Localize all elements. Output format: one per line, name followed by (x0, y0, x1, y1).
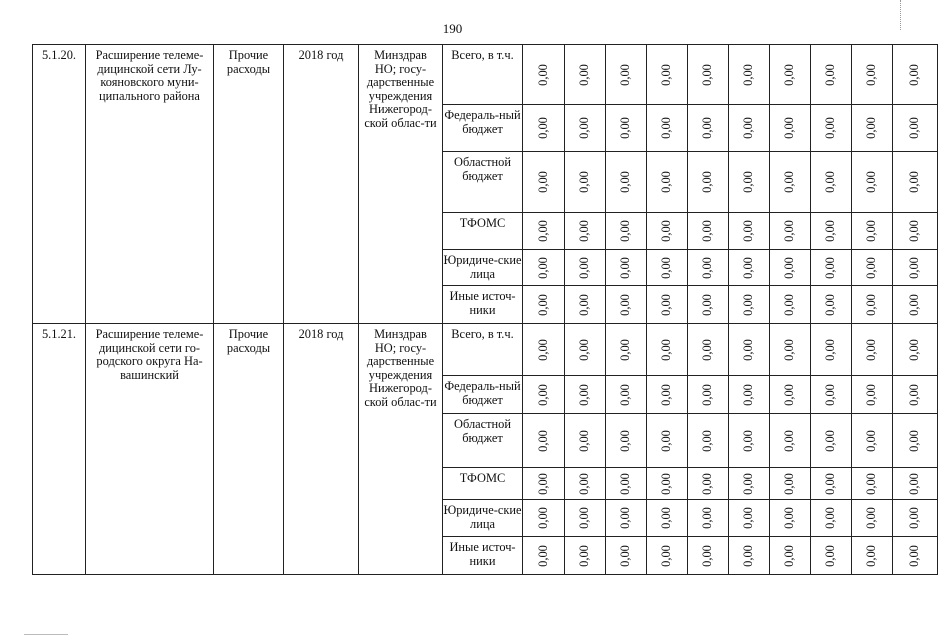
funding-source-label: ТФОМС (443, 468, 523, 500)
amount-cell (770, 537, 811, 575)
amount-cell (729, 213, 770, 250)
amount-cell (523, 152, 565, 213)
amount-value: 0,00 (618, 544, 633, 567)
amount-value: 0,00 (907, 220, 922, 242)
amount-cell (893, 105, 938, 152)
amount-cell (606, 213, 647, 250)
amount-value: 0,00 (577, 171, 592, 193)
amount-cell (606, 286, 647, 324)
amount-cell (729, 468, 770, 500)
amount-cell (811, 324, 852, 376)
amount-value: 0,00 (864, 293, 879, 316)
amount-value: 0,00 (782, 544, 797, 567)
amount-cell (688, 250, 729, 286)
amount-value: 0,00 (782, 63, 797, 86)
budget-table (32, 44, 938, 575)
funding-source-label: Федераль-ный бюджет (443, 105, 523, 152)
amount-value: 0,00 (782, 256, 797, 279)
amount-cell (852, 152, 893, 213)
amount-value: 0,00 (618, 507, 633, 529)
amount-value: 0,00 (741, 117, 756, 139)
amount-cell (688, 500, 729, 537)
amount-cell (606, 250, 647, 286)
amount-cell (647, 324, 688, 376)
amount-value: 0,00 (907, 429, 922, 452)
amount-cell (729, 152, 770, 213)
amount-cell (606, 537, 647, 575)
amount-value: 0,00 (864, 63, 879, 86)
amount-cell (688, 286, 729, 324)
amount-value: 0,00 (741, 256, 756, 279)
amount-cell (770, 286, 811, 324)
amount-value: 0,00 (741, 429, 756, 452)
amount-cell (770, 468, 811, 500)
amount-value: 0,00 (659, 117, 674, 139)
amount-cell (852, 376, 893, 414)
amount-cell (647, 152, 688, 213)
amount-cell (893, 376, 938, 414)
amount-cell (523, 376, 565, 414)
funding-source-label: Областной бюджет (443, 414, 523, 468)
amount-value: 0,00 (864, 383, 879, 406)
amount-value: 0,00 (618, 117, 633, 139)
amount-value: 0,00 (535, 507, 550, 529)
item-year: 2018 год (284, 324, 359, 575)
amount-cell (893, 152, 938, 213)
funding-source-label: Иные источ-ники (443, 537, 523, 575)
amount-cell (688, 376, 729, 414)
item-number: 5.1.20. (33, 45, 86, 324)
amount-cell (893, 45, 938, 105)
amount-value: 0,00 (741, 338, 756, 361)
amount-cell (811, 468, 852, 500)
amount-value: 0,00 (782, 507, 797, 529)
amount-cell (770, 213, 811, 250)
amount-cell (565, 468, 606, 500)
table-body (33, 45, 938, 575)
amount-cell (811, 250, 852, 286)
amount-value: 0,00 (864, 256, 879, 279)
amount-cell (523, 45, 565, 105)
amount-value: 0,00 (864, 117, 879, 139)
amount-cell (729, 105, 770, 152)
amount-cell (647, 414, 688, 468)
amount-value: 0,00 (782, 472, 797, 495)
amount-cell (852, 414, 893, 468)
amount-value: 0,00 (907, 338, 922, 361)
amount-value: 0,00 (659, 383, 674, 406)
amount-value: 0,00 (907, 171, 922, 193)
amount-cell (647, 468, 688, 500)
page-number: 190 (442, 21, 463, 36)
amount-cell (893, 414, 938, 468)
amount-cell (688, 537, 729, 575)
amount-value: 0,00 (700, 507, 715, 529)
amount-value: 0,00 (535, 338, 550, 361)
amount-value: 0,00 (535, 256, 550, 279)
amount-cell (852, 500, 893, 537)
amount-cell (852, 324, 893, 376)
amount-value: 0,00 (864, 472, 879, 495)
amount-value: 0,00 (659, 544, 674, 567)
bottom-marks (24, 634, 68, 637)
amount-value: 0,00 (864, 507, 879, 529)
table-row (33, 324, 938, 376)
item-name: Расширение телеме-дицинской сети Лу-кояновского муни-ципального района (86, 45, 214, 324)
funding-source-label: Федераль-ный бюджет (443, 376, 523, 414)
amount-value: 0,00 (659, 220, 674, 242)
funding-source-label: Всего, в т.ч. (443, 45, 523, 105)
item-executor: Минздрав НО; госу-дарственные учреждения Нижегород-ской облас-ти (359, 324, 443, 575)
amount-value: 0,00 (864, 429, 879, 452)
amount-cell (565, 105, 606, 152)
amount-value: 0,00 (577, 293, 592, 316)
amount-value: 0,00 (782, 383, 797, 406)
amount-value: 0,00 (700, 63, 715, 86)
amount-cell (852, 286, 893, 324)
amount-cell (893, 500, 938, 537)
amount-cell (729, 45, 770, 105)
amount-value: 0,00 (700, 117, 715, 139)
amount-cell (852, 213, 893, 250)
amount-value: 0,00 (618, 171, 633, 193)
funding-source-label: Всего, в т.ч. (443, 324, 523, 376)
amount-value: 0,00 (823, 383, 838, 406)
amount-cell (893, 213, 938, 250)
amount-cell (647, 500, 688, 537)
amount-value: 0,00 (823, 293, 838, 316)
amount-value: 0,00 (741, 63, 756, 86)
amount-value: 0,00 (907, 117, 922, 139)
amount-cell (770, 324, 811, 376)
funding-source-label: Иные источ-ники (443, 286, 523, 324)
amount-value: 0,00 (618, 293, 633, 316)
amount-value: 0,00 (618, 472, 633, 495)
amount-value: 0,00 (823, 338, 838, 361)
amount-cell (688, 213, 729, 250)
amount-value: 0,00 (823, 507, 838, 529)
amount-value: 0,00 (741, 472, 756, 495)
amount-value: 0,00 (659, 256, 674, 279)
amount-cell (523, 105, 565, 152)
amount-value: 0,00 (535, 63, 550, 86)
amount-value: 0,00 (741, 171, 756, 193)
amount-cell (852, 105, 893, 152)
amount-cell (852, 537, 893, 575)
amount-value: 0,00 (535, 171, 550, 193)
amount-cell (647, 376, 688, 414)
item-name: Расширение телеме-дицинской сети го-родского округа На-вашинский (86, 324, 214, 575)
amount-cell (523, 468, 565, 500)
funding-source-label: ТФОМС (443, 213, 523, 250)
amount-cell (523, 250, 565, 286)
amount-cell (852, 45, 893, 105)
amount-cell (893, 537, 938, 575)
amount-value: 0,00 (618, 256, 633, 279)
amount-cell (565, 500, 606, 537)
amount-value: 0,00 (782, 429, 797, 452)
amount-value: 0,00 (741, 383, 756, 406)
amount-value: 0,00 (741, 544, 756, 567)
amount-value: 0,00 (535, 383, 550, 406)
amount-cell (770, 45, 811, 105)
amount-value: 0,00 (535, 117, 550, 139)
amount-value: 0,00 (535, 220, 550, 242)
edge-marks (900, 0, 904, 30)
amount-value: 0,00 (700, 171, 715, 193)
amount-cell (606, 152, 647, 213)
amount-value: 0,00 (577, 338, 592, 361)
amount-cell (523, 324, 565, 376)
amount-cell (688, 468, 729, 500)
amount-cell (523, 537, 565, 575)
amount-value: 0,00 (618, 63, 633, 86)
amount-value: 0,00 (907, 507, 922, 529)
amount-value: 0,00 (618, 338, 633, 361)
amount-cell (647, 250, 688, 286)
amount-value: 0,00 (782, 293, 797, 316)
amount-cell (729, 414, 770, 468)
amount-cell (893, 324, 938, 376)
amount-value: 0,00 (907, 383, 922, 406)
item-year: 2018 год (284, 45, 359, 324)
amount-value: 0,00 (741, 293, 756, 316)
expense-type: Прочие расходы (214, 324, 284, 575)
amount-cell (688, 324, 729, 376)
amount-cell (770, 376, 811, 414)
amount-value: 0,00 (864, 220, 879, 242)
amount-value: 0,00 (535, 429, 550, 452)
amount-value: 0,00 (907, 544, 922, 567)
amount-value: 0,00 (577, 220, 592, 242)
amount-cell (852, 250, 893, 286)
amount-value: 0,00 (659, 338, 674, 361)
amount-value: 0,00 (577, 507, 592, 529)
amount-cell (893, 286, 938, 324)
amount-value: 0,00 (864, 338, 879, 361)
amount-cell (729, 250, 770, 286)
amount-cell (523, 286, 565, 324)
amount-value: 0,00 (535, 472, 550, 495)
amount-value: 0,00 (823, 429, 838, 452)
item-executor: Минздрав НО; госу-дарственные учреждения Нижегород-ской облас-ти (359, 45, 443, 324)
amount-value: 0,00 (659, 293, 674, 316)
amount-cell (647, 537, 688, 575)
amount-value: 0,00 (700, 429, 715, 452)
amount-value: 0,00 (535, 293, 550, 316)
amount-cell (893, 250, 938, 286)
amount-cell (565, 537, 606, 575)
amount-cell (811, 414, 852, 468)
amount-cell (729, 537, 770, 575)
amount-value: 0,00 (577, 472, 592, 495)
amount-cell (811, 45, 852, 105)
amount-cell (688, 414, 729, 468)
amount-cell (523, 213, 565, 250)
amount-cell (893, 468, 938, 500)
amount-cell (811, 286, 852, 324)
table-row (33, 45, 938, 105)
amount-cell (811, 213, 852, 250)
amount-cell (647, 105, 688, 152)
amount-value: 0,00 (782, 171, 797, 193)
amount-value: 0,00 (659, 171, 674, 193)
amount-cell (811, 152, 852, 213)
amount-cell (811, 105, 852, 152)
amount-value: 0,00 (700, 472, 715, 495)
amount-cell (688, 152, 729, 213)
amount-value: 0,00 (618, 220, 633, 242)
amount-cell (770, 152, 811, 213)
amount-cell (606, 324, 647, 376)
amount-value: 0,00 (659, 472, 674, 495)
amount-cell (811, 500, 852, 537)
amount-value: 0,00 (782, 338, 797, 361)
amount-value: 0,00 (864, 544, 879, 567)
amount-cell (729, 324, 770, 376)
amount-value: 0,00 (700, 383, 715, 406)
amount-value: 0,00 (782, 220, 797, 242)
amount-value: 0,00 (782, 117, 797, 139)
amount-cell (565, 414, 606, 468)
amount-cell (688, 105, 729, 152)
amount-cell (770, 500, 811, 537)
amount-cell (523, 414, 565, 468)
amount-cell (606, 105, 647, 152)
expense-type: Прочие расходы (214, 45, 284, 324)
amount-cell (729, 286, 770, 324)
amount-cell (565, 45, 606, 105)
funding-source-label: Областной бюджет (443, 152, 523, 213)
amount-value: 0,00 (700, 220, 715, 242)
amount-value: 0,00 (823, 544, 838, 567)
amount-cell (852, 468, 893, 500)
amount-value: 0,00 (659, 63, 674, 86)
amount-cell (606, 468, 647, 500)
amount-value: 0,00 (741, 507, 756, 529)
item-number: 5.1.21. (33, 324, 86, 575)
amount-value: 0,00 (577, 429, 592, 452)
amount-value: 0,00 (864, 171, 879, 193)
amount-value: 0,00 (577, 63, 592, 86)
amount-cell (770, 250, 811, 286)
amount-cell (565, 324, 606, 376)
amount-cell (565, 376, 606, 414)
amount-value: 0,00 (700, 256, 715, 279)
amount-cell (647, 286, 688, 324)
amount-cell (565, 213, 606, 250)
amount-cell (647, 213, 688, 250)
amount-value: 0,00 (823, 117, 838, 139)
funding-source-label: Юридиче-ские лица (443, 500, 523, 537)
amount-cell (811, 376, 852, 414)
amount-value: 0,00 (577, 117, 592, 139)
amount-value: 0,00 (577, 256, 592, 279)
amount-value: 0,00 (741, 220, 756, 242)
amount-value: 0,00 (907, 256, 922, 279)
amount-cell (565, 286, 606, 324)
amount-value: 0,00 (823, 472, 838, 495)
amount-value: 0,00 (907, 293, 922, 316)
amount-value: 0,00 (700, 544, 715, 567)
amount-cell (770, 414, 811, 468)
amount-value: 0,00 (618, 383, 633, 406)
amount-cell (523, 500, 565, 537)
amount-cell (606, 414, 647, 468)
amount-cell (565, 250, 606, 286)
amount-cell (688, 45, 729, 105)
amount-value: 0,00 (618, 429, 633, 452)
amount-value: 0,00 (700, 293, 715, 316)
amount-value: 0,00 (823, 171, 838, 193)
amount-cell (606, 45, 647, 105)
amount-value: 0,00 (659, 507, 674, 529)
amount-value: 0,00 (823, 63, 838, 86)
amount-cell (647, 45, 688, 105)
amount-value: 0,00 (659, 429, 674, 452)
amount-cell (729, 376, 770, 414)
amount-cell (770, 105, 811, 152)
amount-value: 0,00 (700, 338, 715, 361)
amount-cell (606, 376, 647, 414)
amount-value: 0,00 (823, 220, 838, 242)
amount-cell (811, 537, 852, 575)
amount-value: 0,00 (577, 383, 592, 406)
amount-cell (606, 500, 647, 537)
amount-value: 0,00 (577, 544, 592, 567)
funding-source-label: Юридиче-ские лица (443, 250, 523, 286)
amount-value: 0,00 (823, 256, 838, 279)
amount-value: 0,00 (535, 544, 550, 567)
amount-value: 0,00 (907, 472, 922, 495)
amount-cell (565, 152, 606, 213)
amount-cell (729, 500, 770, 537)
amount-value: 0,00 (907, 63, 922, 86)
